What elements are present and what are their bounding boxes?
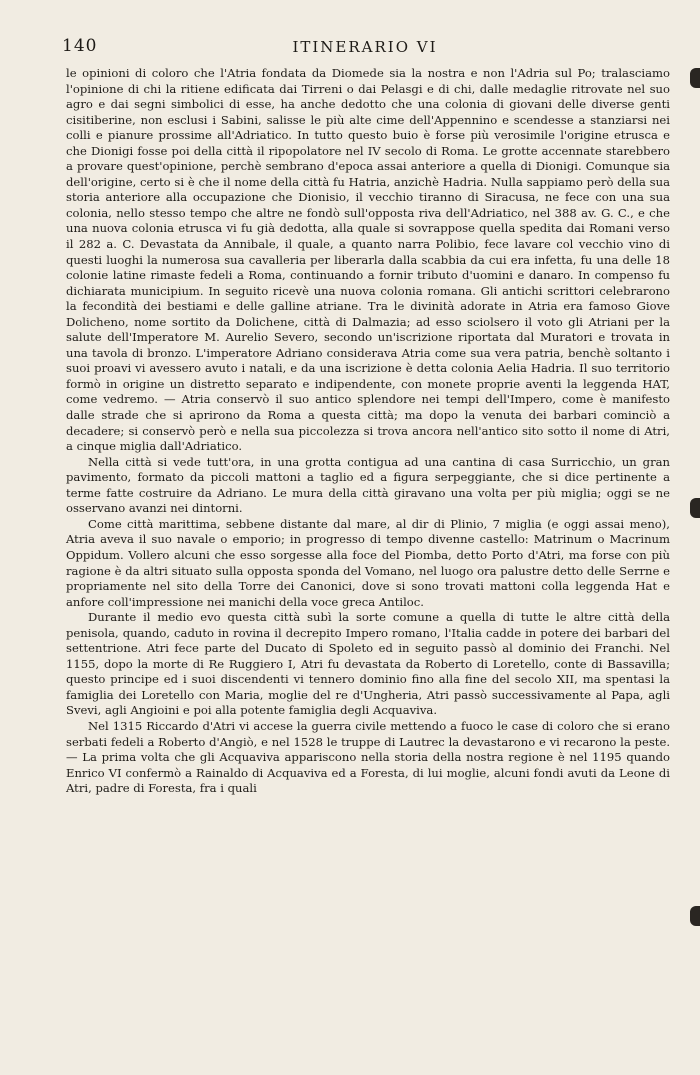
running-title: ITINERARIO VI: [292, 38, 438, 56]
page-header: [62, 36, 668, 60]
paragraph-4: Durante il medio evo questa città subì la sorte comune a quella di tutte le altre città della penisola, quando, caduto in rovina il decrepito Impero romano, l'Italia cadde in potere dei barbari del settentrione. Atri fece parte del Ducato di Spoleto ed in seguito passò al dominio dei Franchi. Nel 1155, dopo la morte di Re Ruggiero I, Atri fu devastata da Roberto di Loretello, conte di Bassavilla; questo principe ed i suoi discendenti vi tennero dominio fino alla fine del secolo XII, ma spentasi la famiglia dei Loretello con Maria, moglie del re d'Ungheria, Atri passò successivamente al Papa, agli Svevi, agli Angioini e poi alla potente famiglia degli Acquaviva.: [66, 610, 670, 718]
page-number: 140: [62, 36, 98, 56]
body-text: [66, 66, 670, 797]
scan-edge-mark: [690, 68, 700, 88]
scan-edge-mark: [690, 906, 700, 926]
paragraph-5: Nel 1315 Riccardo d'Atri vi accese la guerra civile mettendo a fuoco le case di coloro che si erano serbati fedeli a Roberto d'Angiò, e nel 1528 le truppe di Lautrec la devastarono e vi recarono la peste. — La prima volta che gli Acquaviva appariscono nella storia della nostra regione è nel 1195 quando Enrico VI confermò a Rainaldo di Acquaviva ed a Foresta, di lui moglie, alcuni fondi avuti da Leone di Atri, padre di Foresta, fra i quali: [66, 718, 670, 796]
scan-edge-mark: [690, 498, 700, 518]
paragraph-2: Nella città si vede tutt'ora, in una grotta contigua ad una cantina di casa Surricchio, un gran pavimento, formato da piccoli mattoni a taglio ed a figura serpeggiante, che si dice pertinente a terme fatte costruire da Adriano. Le mura della città giravano una volta per più miglia; oggi se ne osservano avanzi nei dintorni.: [66, 454, 670, 516]
paragraph-3: Come città marittima, sebbene distante dal mare, al dir di Plinio, 7 miglia (e oggi assai meno), Atria aveva il suo navale o emporio; in progresso di tempo divenne castello: Matrinum o Macrinum Oppidum. Vollero alcuni che esso sorgesse alla foce del Piomba, detto Porto d'Atri, ma forse con più ragione è da altri situato sulla opposta sponda del Vomano, nel luogo ora palustre detto delle Serrne e propriamente nel sito della Torre dei Canonici, dove si sono trovati mattoni colla leggenda Hat e anfore coll'impressione nei manichi della voce greca Antiloc.: [66, 516, 670, 609]
paragraph-1: le opinioni di coloro che l'Atria fondata da Diomede sia la nostra e non l'Adria sul Po; tralasciamo l'opinione di chi la ritiene edificata dai Tirreni o dai Pelasgi e di chi, dalle medaglie ritrovate nel suo agro e dai segni simbolici di esse, ha anche dedotto che una colonia di giovani delle diverse genti cisitiberine, non esclusi i Sabini, salisse le più alte cime dell'Appennino e scendesse a stanziarsi nei colli e pianure prossime all'Adriatico. In tutto questo buio è forse più verosimile l'origine etrusca e che Dionigi fosse poi della città il ripopolatore nel IV secolo di Roma. Le grotte accennate starebbero a provare quest'opinione, perchè sembrano d'epoca assai anteriore a quella di Dionigi. Comunque sia dell'origine, certo si è che il nome della città fu Hatria, anzichè Hadria. Nulla sappiamo però della sua storia anteriore alla occupazione che Dionisio, il vecchio tiranno di Siracusa, ne fece con una sua colonia, nello stesso tempo che altre ne fondò sull'opposta riva dell'Adriatico, nel 388 av. G. C., e che una nuova colonia etrusca vi fu già dedotta, alla quale si sovrappose quella spedita dai Romani verso il 282 a. C. Devastata da Annibale, il quale, a quanto narra Polibio, fece lavare col vecchio vino di questi luoghi la numerosa sua cavalleria per liberarla dalla scabbia da cui era infetta, fu una delle 18 colonie latine rimaste fedeli a Roma, continuando a fornir tributo d'uomini e danaro. In compenso fu dichiarata municipium. In seguito ricevè una nuova colonia romana. Gli antichi scrittori celebrarono la fecondità dei bestiami e delle galline atriane. Tra le divinità adorate in Atria era famoso Giove Dolicheno, nome sortito da Dolichene, città di Dalmazia; ad esso sciolsero il voto gli Atriani per la salute dell'Imperatore M. Aurelio Severo, secondo un'iscrizione riportata dal Muratori e trovata in una tavola di bronzo. L'imperatore Adriano considerava Atria come sua vera patria, benchè soltanto i suoi proavi vi avessero avuto i natali, e da una iscrizione è detta colonia Aelia Hadria. Il suo territorio formò in origine un distretto separato e indipendente, con monete proprie aventi la leggenda HAT, come vedremo. — Atria conservò il suo antico splendore nei tempi dell'Impero, come è manifesto dalle strade che si aprirono da Roma a questa città; ma dopo la venuta dei barbari cominciò a decadere; si conservò però e nella sua piccolezza si trova ancora nell'antico sito sotto il nome di Atri, a cinque miglia dall'Adriatico.: [66, 66, 670, 454]
